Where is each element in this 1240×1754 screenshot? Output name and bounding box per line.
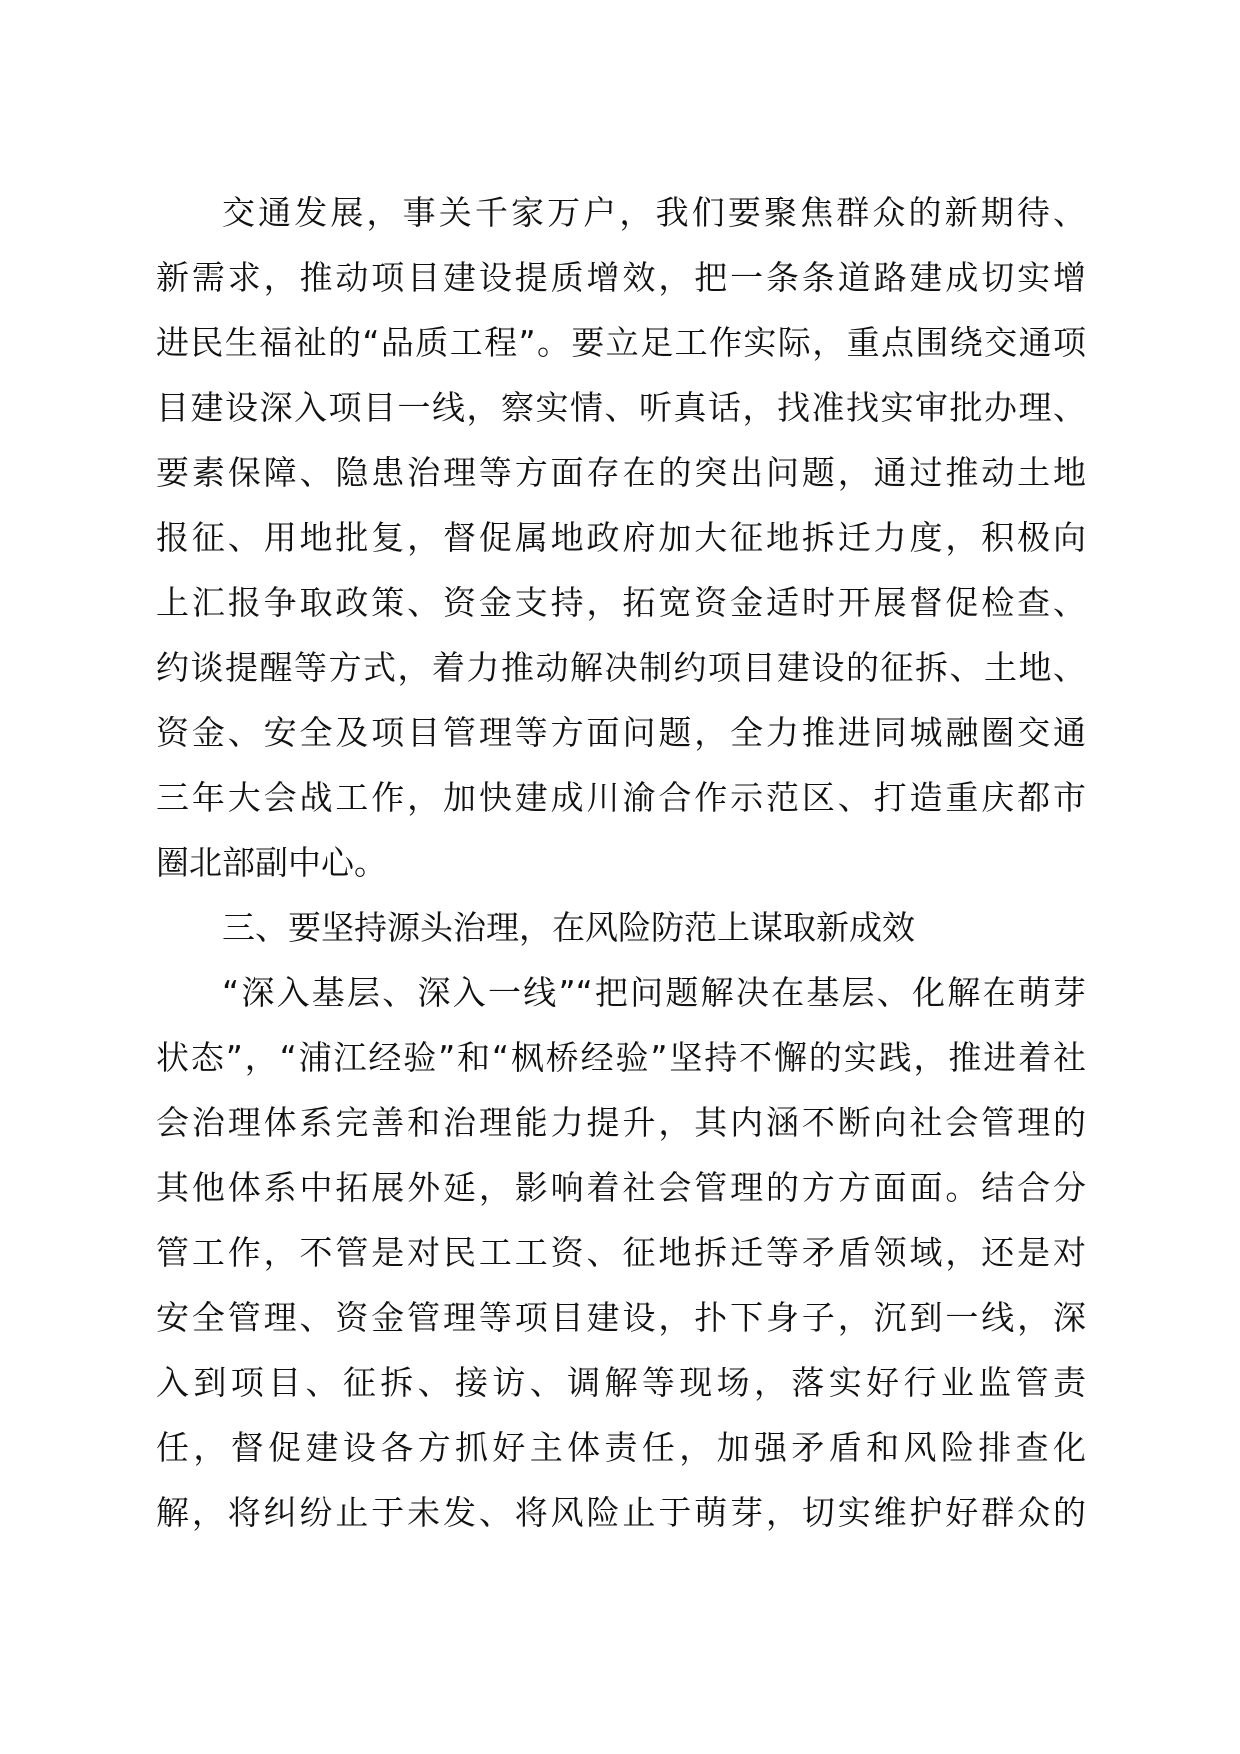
paragraph-2-line-6: 安全管理、资金管理等项目建设，扑下身子，沉到一线，深	[156, 1298, 1086, 1337]
paragraph-2-line-7: 入到项目、征拆、接访、调解等现场，落实好行业监管责	[156, 1363, 1086, 1402]
paragraph-1-line-8: 约谈提醒等方式，着力推动解决制约项目建设的征拆、土地、	[156, 648, 1086, 687]
section-heading: 三、要坚持源头治理，在风险防范上谋取新成效	[222, 908, 915, 947]
paragraph-2-line-3: 会治理体系完善和治理能力提升，其内涵不断向社会管理的	[156, 1103, 1086, 1142]
paragraph-1-line-11: 圈北部副中心。	[156, 843, 387, 882]
paragraph-1-line-6: 报征、用地批复，督促属地政府加大征地拆迁力度，积极向	[156, 518, 1086, 557]
paragraph-2-line-9: 解，将纠纷止于未发、将风险止于萌芽，切实维护好群众的	[156, 1493, 1086, 1532]
paragraph-1-line-2: 新需求，推动项目建设提质增效，把一条条道路建成切实增	[156, 258, 1086, 297]
paragraph-2-line-5: 管工作，不管是对民工工资、征地拆迁等矛盾领域，还是对	[156, 1233, 1086, 1272]
paragraph-1-line-9: 资金、安全及项目管理等方面问题，全力推进同城融圈交通	[156, 713, 1086, 752]
paragraph-2-line-1: “深入基层、深入一线”“把问题解决在基层、化解在萌芽	[222, 973, 1086, 1012]
paragraph-1-line-4: 目建设深入项目一线，察实情、听真话，找准找实审批办理、	[156, 388, 1086, 427]
paragraph-2-line-4: 其他体系中拓展外延，影响着社会管理的方方面面。结合分	[156, 1168, 1086, 1207]
paragraph-1-line-10: 三年大会战工作，加快建成川渝合作示范区、打造重庆都市	[156, 778, 1086, 817]
paragraph-1-line-1: 交通发展，事关千家万户，我们要聚焦群众的新期待、	[222, 193, 1086, 232]
document-body	[156, 180, 1086, 1545]
paragraph-1-line-5: 要素保障、隐患治理等方面存在的突出问题，通过推动土地	[156, 453, 1086, 492]
paragraph-1-line-3: 进民生福祉的“品质工程”。要立足工作实际，重点围绕交通项	[156, 323, 1086, 362]
paragraph-1-line-7: 上汇报争取政策、资金支持，拓宽资金适时开展督促检查、	[156, 583, 1086, 622]
paragraph-2-line-8: 任，督促建设各方抓好主体责任，加强矛盾和风险排查化	[156, 1428, 1086, 1467]
paragraph-2-line-2: 状态”，“浦江经验”和“枫桥经验”坚持不懈的实践，推进着社	[156, 1038, 1086, 1077]
